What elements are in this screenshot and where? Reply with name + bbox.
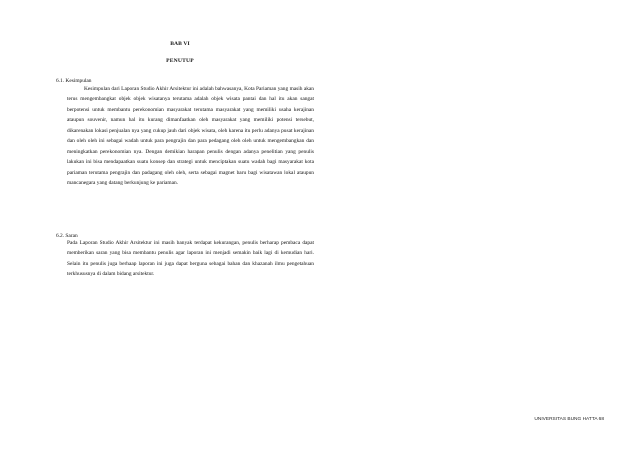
section-body-saran: Pada Laporan Studio Akhir Arsitektur ini masih banyak terdapat kekurangan, penulis berharap pembaca dapat memberikan saran yang bisa membantu penulis agar laporan ini menjadi semakin baik lagi di kemudian hari. Selain itu penulis juga berhaap laporan ini juga dapat berguna sebagai bahan dan khazanah ilmu pengetahuan terkhususnya di dalam bidang arsitektur. — [67, 240, 314, 278]
section-body-kesimpulan: Kesimpulan dari Laporan Studio Akhir Arsitektur ini adalah bahwasanya, Kota Pariaman yang masih akan terus mengembangkat objek objek wisatanya terutama adalah objek wisata pantai dan hal itu akan sangat berpotensi untuk membantu perekonomian masyarakat terutama masyarakat yang memiliki usaha kerajinan ataupun souvenir, namun hal itu kurang dimanfaatkan oleh masyarakat yang memiliki potensi tersebut, dikarenakan lokasi penjualan nya yang cukup jauh dari objek wisata, oleh karena itu perlu adanya pusat kerajinan dan oleh oleh ini sebagai wadah untuk para pengrajin dan para pedagang oleh oleh untuk mengembangkan dan meningkatkan perekonomian nya. Dengan demikian harapan penulis dengan adanya penelitian yang penulis lakukan ini bisa mendapaatkan suatu konsep dan strategi untuk menciptakan suatu wadah bagi masyarakat kota pariaman terutama pengrajin dan padagang oleh oleh, serta sebagai magnet baru bagi wisatawan lokal ataupun mancanegara yang datang berkunjung ke pariaman. — [67, 86, 314, 187]
section-heading-saran: 6.2. Saran — [56, 233, 78, 239]
chapter-number: BAB VI — [170, 41, 190, 47]
chapter-title: PENUTUP — [166, 58, 194, 64]
section-heading-kesimpulan: 6.1. Kesimpulan — [56, 78, 92, 84]
page-footer: UNIVERSITAS BUNG HATTA 68 — [534, 417, 604, 422]
